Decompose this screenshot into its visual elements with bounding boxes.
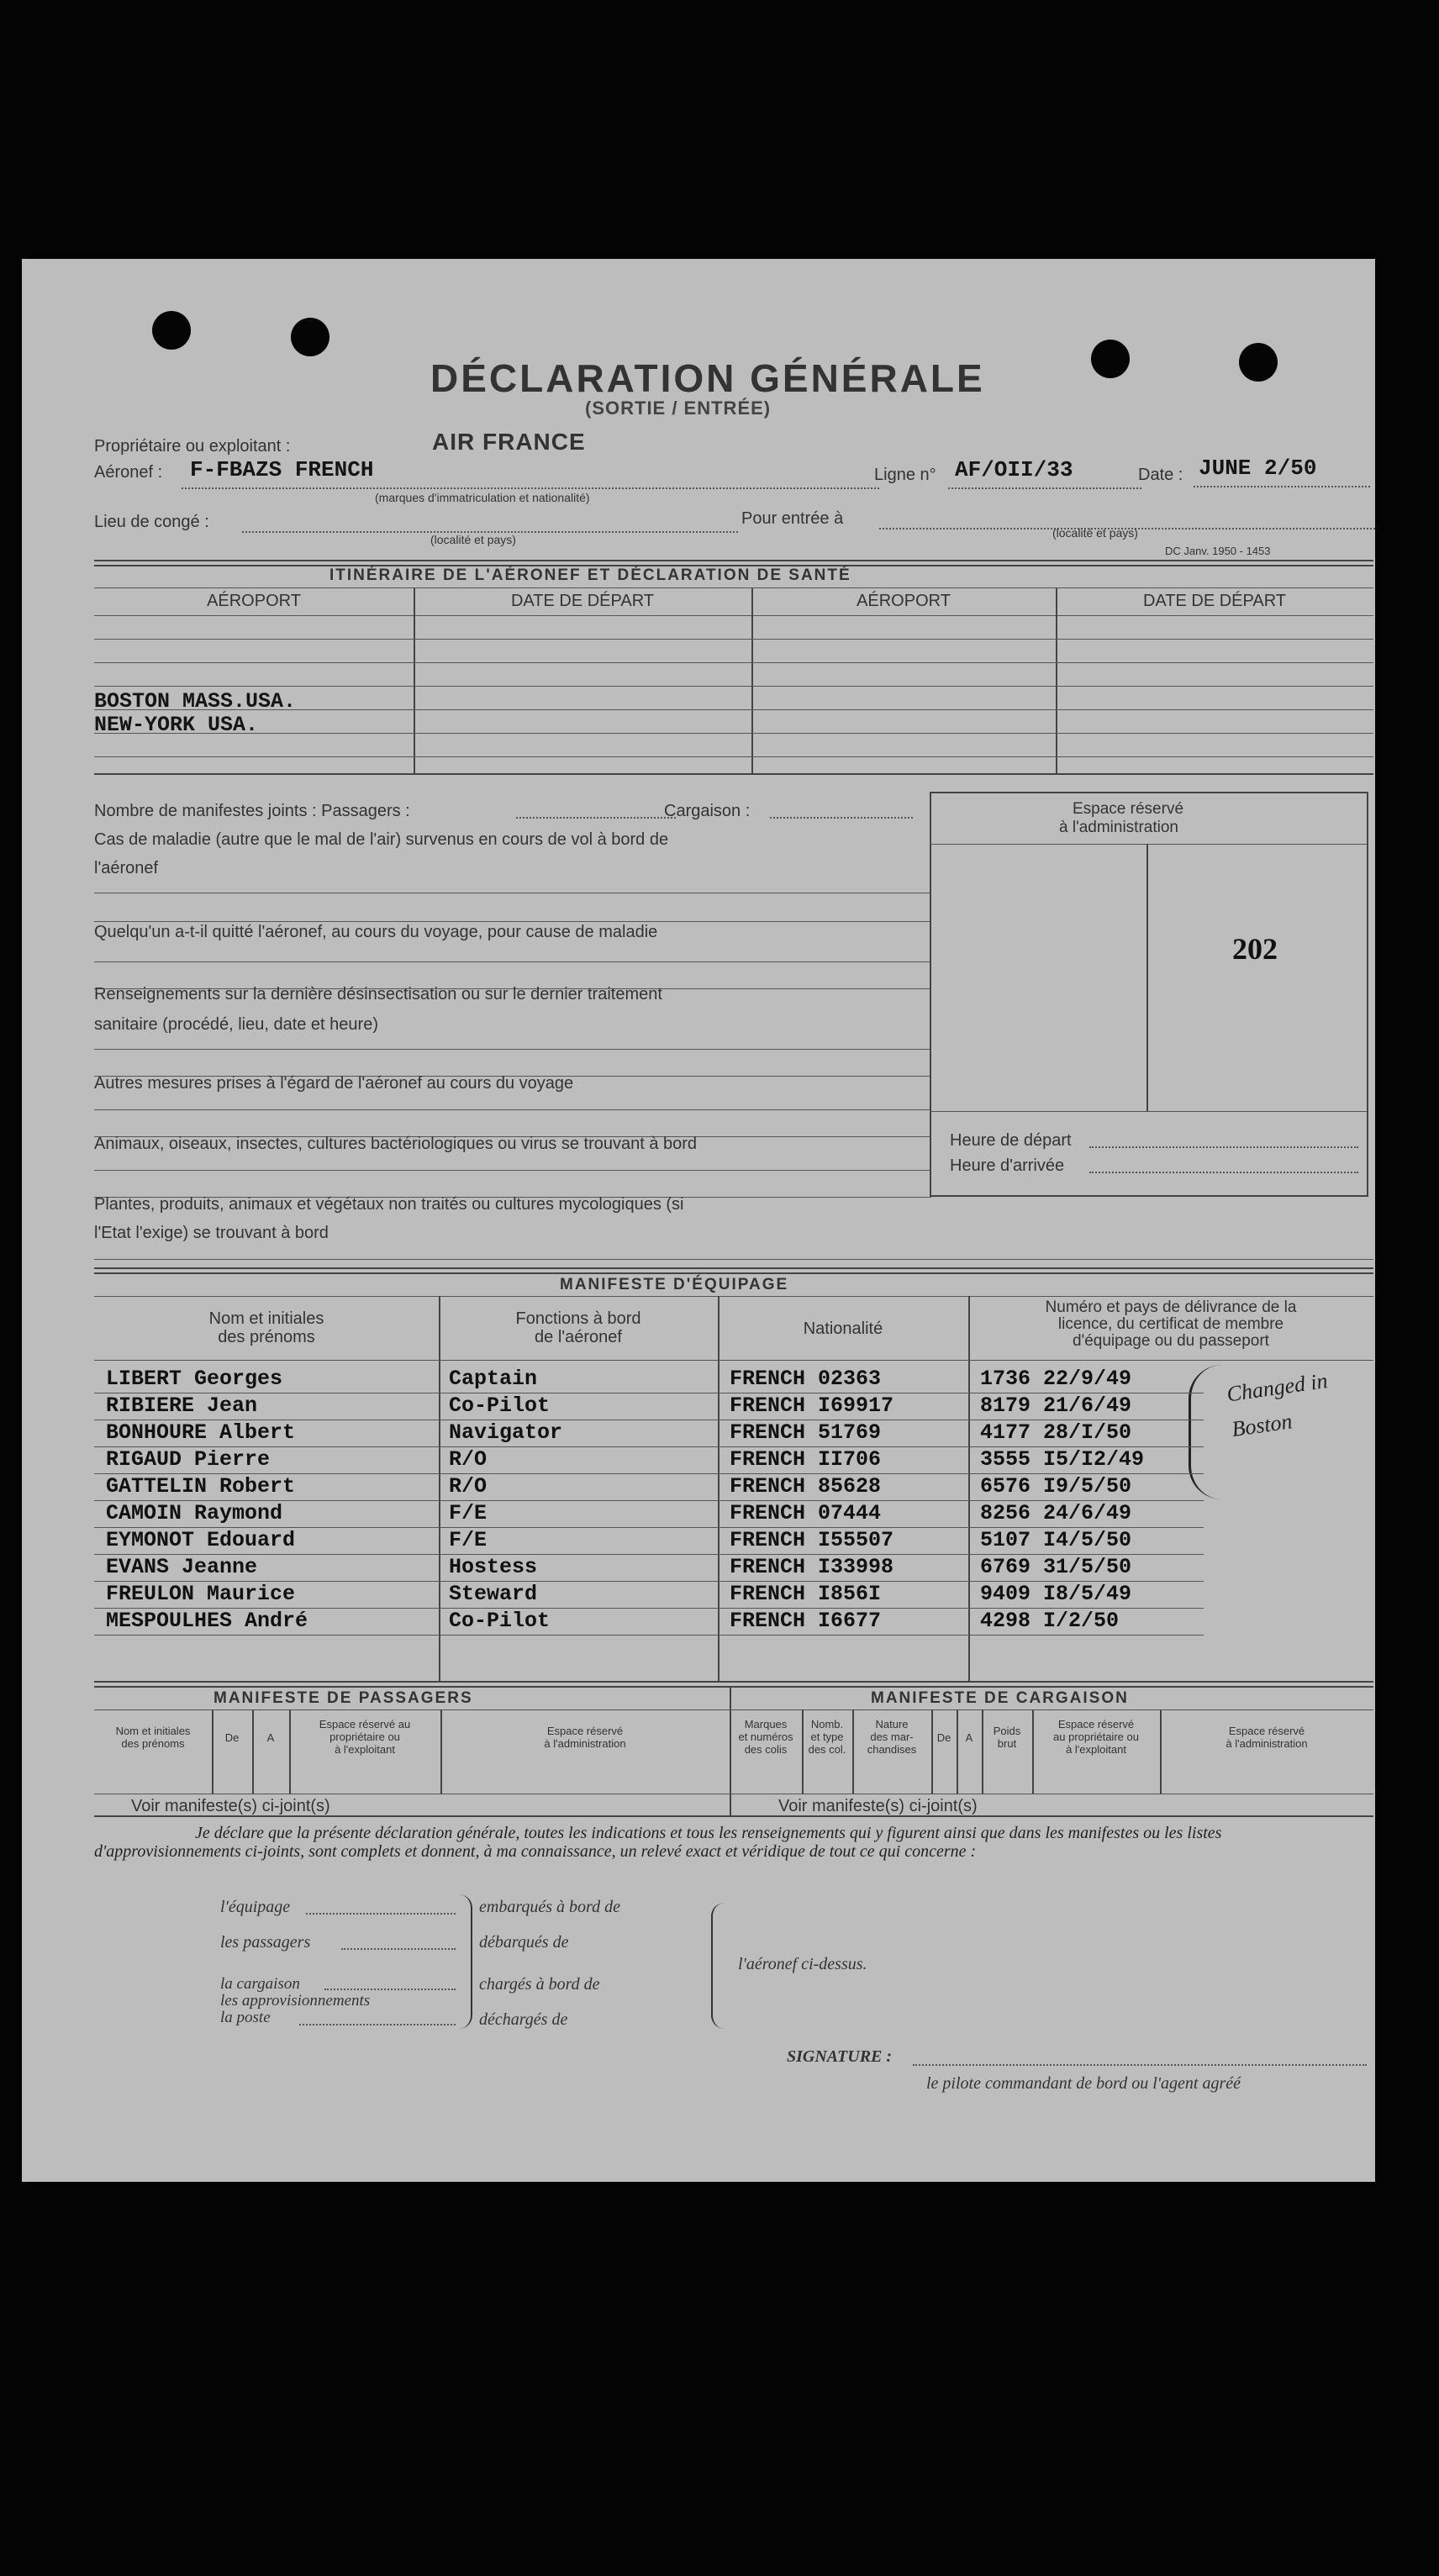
cargo-col-nature [852,1718,931,1756]
aircraft-label: Aéronef : [94,463,163,482]
handwritten-note: Changed in Boston [1225,1368,1330,1442]
crew-row-name: MESPOULHES André [106,1609,308,1633]
itinerary-col-date-1: DATE DE DÉPART [510,592,655,610]
crew-row-nationality: FRENCH I55507 [730,1528,894,1552]
punch-hole [1091,340,1130,378]
decl-crew: l'équipage [220,1898,291,1916]
itinerary-section-title: ITINÉRAIRE DE L'AÉRONEF ET DÉCLARATION DE SANTÉ [329,566,851,584]
crew-row-name: RIBIERE Jean [106,1393,258,1418]
crew-row-license: 4298 I/2/50 [980,1609,1120,1633]
decl-embarked: embarqués à bord de [479,1898,620,1916]
signature-label: SIGNATURE : [787,2047,893,2066]
question-illness: Cas de maladie (autre que le mal de l'air) survenus en cours de vol à bord de [94,830,669,849]
cargo-col-a: A [965,1731,973,1744]
owner-value: AIR FRANCE [432,429,586,455]
locality-note-2: (localité et pays) [1052,526,1138,540]
cargo-col-nature-text: Nature des mar- chandises [867,1718,917,1756]
manifests-count-label: Nombre de manifestes joints : Passagers : [94,802,410,820]
crew-row-function: Co-Pilot [449,1393,551,1418]
line-label: Ligne n° [874,466,936,484]
decl-loaded: chargés à bord de [479,1975,600,1994]
crew-col-license-text: Numéro et pays de délivrance de la licence, du certificat de membre d'équipage ou du passeport [1045,1299,1297,1350]
cargo-col-weight [982,1725,1032,1750]
form-reference: DC Janv. 1950 - 1453 [1165,545,1271,557]
pax-col-a: A [266,1731,275,1744]
question-disinsection: Renseignements sur la dernière désinsectisation ou sur le dernier traitement [94,985,662,1004]
crew-row-name: EYMONOT Edouard [106,1528,296,1552]
locality-note-1: (localité et pays) [430,533,516,546]
cargo-col-marks-text: Marques et numéros des colis [738,1718,793,1756]
form-title: DÉCLARATION GÉNÉRALE [430,356,985,400]
cargo-col-owner-text: Espace réservé au propriétaire ou à l'exploitant [1053,1718,1139,1756]
decl-unloaded: déchargés de [479,2010,568,2029]
crew-row-function: R/O [449,1447,488,1472]
pax-col-owner [289,1718,440,1756]
crew-col-nationality-text: Nationalité [803,1320,883,1338]
crew-col-name-text: Nom et initiales des prénoms [208,1309,324,1346]
admin-stamp-number: 202 [1232,932,1278,966]
question-disinsection-cont: sanitaire (procédé, lieu, date et heure) [94,1015,378,1034]
crew-row-nationality: FRENCH I33998 [730,1555,894,1579]
signature-note: le pilote commandant de bord ou l'agent agréé [926,2074,1241,2093]
crew-row-function: Steward [449,1582,538,1606]
question-other-measures: Autres mesures prises à l'égard de l'aéronef au cours du voyage [94,1074,574,1093]
pax-col-admin-text: Espace réservé à l'administration [544,1725,626,1750]
itinerary-col-date-2: DATE DE DÉPART [1142,592,1287,610]
decl-mail: la poste [220,2009,271,2026]
question-left-aircraft: Quelqu'un a-t-il quitté l'aéronef, au cours du voyage, pour cause de maladie [94,923,658,941]
cargo-col-owner [1032,1718,1160,1756]
crew-col-function-text: Fonctions à bord de l'aéronef [515,1309,641,1346]
crew-row-name: EVANS Jeanne [106,1555,258,1579]
handwritten-bracket [1189,1365,1225,1499]
question-illness-cont: l'aéronef [94,859,159,877]
itinerary-airport-row: BOSTON MASS.USA. [94,689,297,714]
cargo-col-admin [1160,1725,1373,1750]
decl-disembarked: débarqués de [479,1933,569,1952]
crew-row-license: 4177 28/I/50 [980,1420,1132,1445]
crew-row-name: CAMOIN Raymond [106,1501,283,1525]
itinerary-col-airport-1: AÉROPORT [207,592,301,610]
date-label: Date : [1138,466,1183,484]
crew-row-nationality: FRENCH 85628 [730,1474,882,1499]
crew-row-nationality: FRENCH 07444 [730,1501,882,1525]
pax-col-name-text: Nom et initiales des prénoms [115,1725,191,1750]
pax-col-owner-text: Espace réservé au propriétaire ou à l'exploitant [319,1718,411,1756]
crew-col-license [968,1299,1373,1350]
admin-box-title-2: à l'administration [1059,819,1178,836]
crew-row-function: F/E [449,1528,488,1552]
question-plants: Plantes, produits, animaux et végétaux non traités ou cultures mycologiques (si [94,1195,684,1214]
crew-row-license: 6576 I9/5/50 [980,1474,1132,1499]
crew-row-name: RIGAUD Pierre [106,1447,271,1472]
itinerary-col-airport-2: AÉROPORT [857,592,951,610]
crew-row-nationality: FRENCH I856I [730,1582,882,1606]
form-subtitle: (SORTIE / ENTRÉE) [585,398,772,419]
crew-row-rule [94,1635,1204,1636]
departure-time-label: Heure de départ [950,1131,1072,1150]
declaration-text: Je déclare que la présente déclaration générale, toutes les indications et tous les renseignements qui y figurent ainsi que dans les manifestes ou les listes d'approvisionnements ci-joints, sont complets et donnent, à ma connaissance, un relevé exact et véridique de tout ce qui concerne : [94,1824,1222,1861]
cargo-section-title: MANIFESTE DE CARGAISON [871,1689,1129,1707]
crew-row-nationality: FRENCH I69917 [730,1393,894,1418]
line-value: AF/OII/33 [955,457,1073,482]
decl-supplies: les approvisionnements [220,1992,371,2010]
cargo-col-marks [730,1718,802,1756]
date-value: JUNE 2/50 [1199,456,1317,481]
cargo-count-label: Cargaison : [664,802,751,820]
cargo-col-number [802,1718,852,1756]
crew-row-function: Navigator [449,1420,563,1445]
cargo-see-manifest: Voir manifeste(s) ci-joint(s) [778,1797,978,1815]
crew-row-license: 1736 22/9/49 [980,1367,1132,1391]
brace-left [459,1894,472,2029]
cargo-col-de: De [936,1731,951,1744]
arrival-time-label: Heure d'arrivée [950,1156,1065,1175]
crew-row-license: 9409 I8/5/49 [980,1582,1132,1606]
passenger-section-title: MANIFESTE DE PASSAGERS [213,1689,473,1707]
cargo-col-admin-text: Espace réservé à l'administration [1226,1725,1308,1750]
punch-hole [1239,343,1278,382]
crew-row-license: 8256 24/6/49 [980,1501,1132,1525]
decl-aircraft-ref: l'aéronef ci-dessus. [738,1955,867,1973]
crew-row-nationality: FRENCH 02363 [730,1367,882,1391]
crew-row-license: 8179 21/6/49 [980,1393,1132,1418]
admin-box-title: Espace réservé [1073,800,1184,818]
crew-row-function: Captain [449,1367,538,1391]
crew-row-license: 3555 I5/I2/49 [980,1447,1145,1472]
pax-col-de: De [224,1731,240,1744]
crew-row-nationality: FRENCH II706 [730,1447,882,1472]
pax-col-name [94,1725,212,1750]
crew-row-nationality: FRENCH 51769 [730,1420,882,1445]
aircraft-value: F-FBAZS FRENCH [190,457,374,482]
crew-col-name [94,1309,439,1346]
crew-row-name: GATTELIN Robert [106,1474,296,1499]
crew-row-nationality: FRENCH I6677 [730,1609,882,1633]
decl-passengers: les passagers [220,1933,311,1952]
pax-col-admin [440,1725,730,1750]
decl-cargo: la cargaison [220,1975,300,1993]
punch-hole [152,311,191,350]
declaration-form-page [22,259,1375,2182]
crew-row-name: FREULON Maurice [106,1582,296,1606]
cargo-col-number-text: Nomb. et type des col. [808,1718,846,1756]
itinerary-airport-row: NEW-YORK USA. [94,713,259,737]
crew-row-function: R/O [449,1474,488,1499]
punch-hole [291,318,329,356]
crew-row-license: 6769 31/5/50 [980,1555,1132,1579]
crew-col-function [439,1309,718,1346]
marks-note: (marques d'immatriculation et nationalité) [375,491,590,504]
question-plants-cont: l'Etat l'exige) se trouvant à bord [94,1224,329,1242]
entry-place-label: Pour entrée à [741,509,844,528]
crew-col-nationality [718,1320,968,1338]
crew-row-name: BONHOURE Albert [106,1420,296,1445]
owner-label: Propriétaire ou exploitant : [94,437,291,456]
cargo-col-weight-text: Poids brut [993,1725,1021,1750]
brace-right [711,1903,725,2029]
crew-row-function: Co-Pilot [449,1609,551,1633]
departure-place-label: Lieu de congé : [94,513,209,531]
question-animals: Animaux, oiseaux, insectes, cultures bactériologiques ou virus se trouvant à bord [94,1135,698,1153]
crew-row-license: 5107 I4/5/50 [980,1528,1132,1552]
crew-section-title: MANIFESTE D'ÉQUIPAGE [560,1276,789,1293]
crew-row-name: LIBERT Georges [106,1367,283,1391]
crew-row-function: F/E [449,1501,488,1525]
pax-see-manifest: Voir manifeste(s) ci-joint(s) [131,1797,330,1815]
crew-row-function: Hostess [449,1555,538,1579]
